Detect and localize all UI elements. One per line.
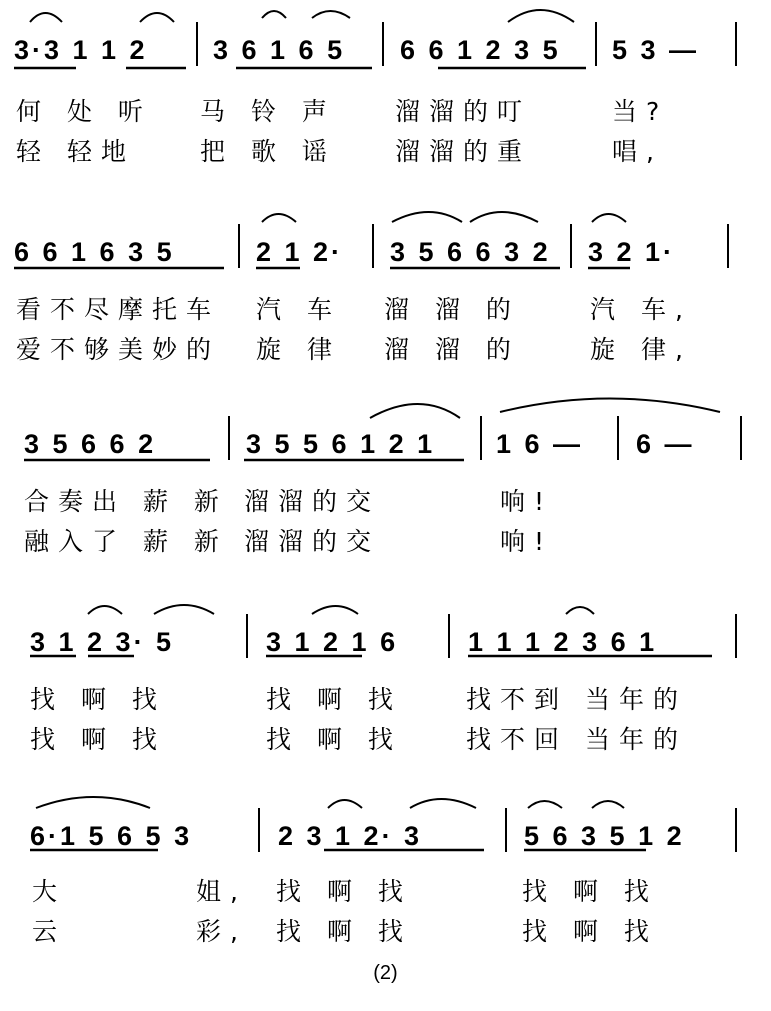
measure-3-3: 1 6 —	[496, 429, 584, 459]
lyric-5-2-c: 找 啊 找	[276, 917, 412, 946]
lyric-3-2-b: 溜溜的交	[244, 527, 381, 556]
lyric-3-1-c: 响!	[500, 487, 554, 516]
lyric-4-1-b: 找 啊 找	[266, 685, 402, 714]
lyric-1-1-c: 溜溜的叮	[395, 97, 532, 126]
lyric-2-2-c: 溜 溜 的	[384, 335, 520, 364]
measure-3-1: 3 5 6 6 2	[24, 429, 157, 459]
measure-3-4: 6 —	[636, 429, 695, 459]
lyric-2-1-b: 汽 车	[256, 295, 341, 324]
lyric-4-2-a: 找 啊 找	[30, 725, 166, 754]
lyric-3-1-a: 合奏出 薪 新	[24, 487, 228, 516]
lyric-1-2-d: 唱,	[612, 137, 663, 166]
lyric-5-2-a: 云	[32, 917, 67, 946]
lyric-1-2-b: 把 歌 谣	[200, 137, 336, 166]
lyric-2-1-c: 溜 溜 的	[384, 295, 520, 324]
page-number: (2)	[373, 962, 398, 984]
measure-4-2: 3 1 2 1 6	[266, 627, 399, 657]
lyric-2-2-b: 旋 律	[256, 335, 341, 364]
lyric-1-1-b: 马 铃 声	[200, 97, 336, 126]
lyric-3-2-c: 响!	[500, 527, 554, 556]
measure-1-4: 5 3 —	[612, 35, 700, 65]
lyric-3-1-b: 溜溜的交	[244, 487, 381, 516]
measure-2-3: 3 5 6 6 3 2	[390, 237, 551, 267]
lyric-3-2-a: 融入了 薪 新	[24, 527, 228, 556]
lyric-5-1-a: 大	[32, 877, 67, 906]
lyric-5-1-c: 找 啊 找	[276, 877, 412, 906]
lyric-4-1-a: 找 啊 找	[30, 685, 166, 714]
measure-4-1: 3 1 2 3· 5	[30, 627, 175, 657]
lyric-2-1-d: 汽 车,	[590, 295, 692, 324]
measure-3-2: 3 5 5 6 1 2 1	[246, 429, 436, 459]
lyric-2-1-a: 看不尽摩托车	[16, 295, 221, 324]
measure-2-4: 3 2 1·	[588, 237, 676, 267]
measure-1-3: 6 6 1 2 3 5	[400, 35, 561, 65]
lyric-2-2-d: 旋 律,	[590, 335, 692, 364]
lyric-5-1-d: 找 啊 找	[522, 877, 658, 906]
lyric-5-2-b: 彩,	[196, 917, 247, 946]
measure-1-1: 3·3 1 1 2	[14, 35, 148, 65]
measure-5-2: 2 3 1 2· 3	[278, 821, 423, 851]
lyric-1-1-a: 何 处 听	[16, 97, 152, 126]
slurs	[30, 10, 720, 808]
measure-5-3: 5 6 3 5 1 2	[524, 821, 685, 851]
lyric-4-2-c: 找不回 当年的	[466, 725, 687, 754]
measure-1-2: 3 6 1 6 5	[213, 35, 346, 65]
measure-4-3: 1 1 1 2 3 6 1	[468, 627, 658, 657]
lyric-1-1-d: 当?	[612, 97, 669, 126]
lyric-1-2-a: 轻 轻地	[16, 137, 135, 166]
lyric-5-2-d: 找 啊 找	[522, 917, 658, 946]
lyric-4-1-c: 找不到 当年的	[466, 685, 687, 714]
beams	[14, 68, 712, 850]
lyric-4-2-b: 找 啊 找	[266, 725, 402, 754]
lyric-1-2-c: 溜溜的重	[395, 137, 532, 166]
lyric-5-1-b: 姐,	[196, 877, 247, 906]
measure-2-1: 6 6 1 6 3 5	[14, 237, 175, 267]
lyric-2-2-a: 爱不够美妙的	[16, 335, 221, 364]
measure-5-1: 6·1 5 6 5 3	[30, 821, 193, 851]
measure-2-2: 2 1 2·	[256, 237, 344, 267]
